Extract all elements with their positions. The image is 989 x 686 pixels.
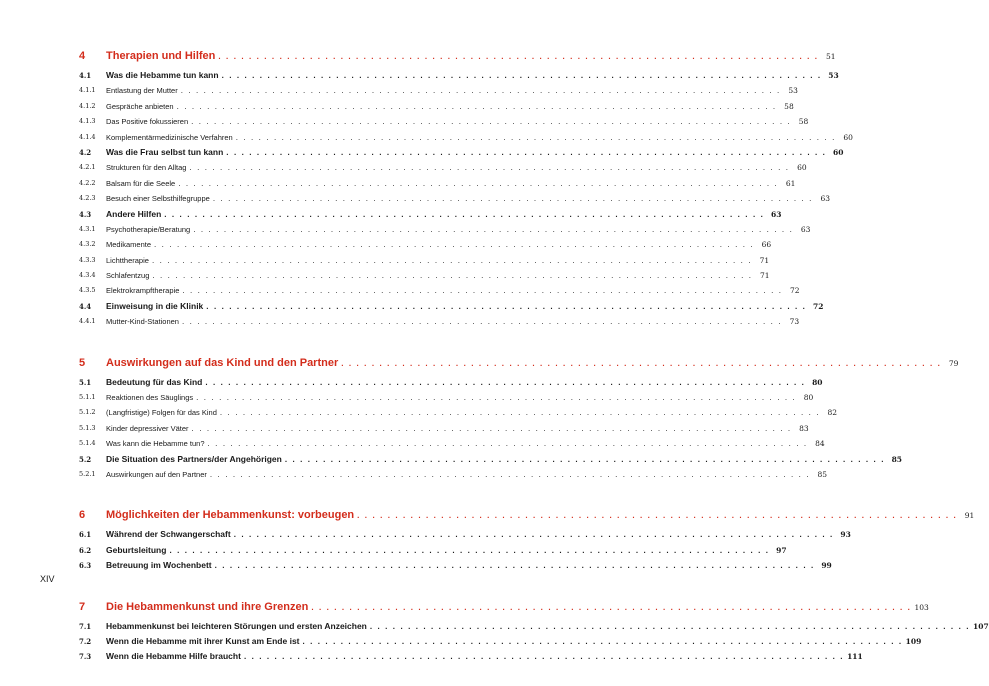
entry-page-number: 58 [784,101,794,111]
entry-page-number: 111 [847,652,863,662]
entry-page-number: 60 [833,147,844,157]
section-entry [79,527,851,542]
dot-leader: . . . . . . . . . . . . . . . . . . . . . . . . . . . . . . . . . . . . . . . . . . . . . . . . . . . . . . . . . . . . . . . . . . . . . . . . . . . . . . . [369,621,971,631]
subsection-entry [79,421,809,436]
subsection-entry [79,436,825,451]
entry-number: 5 [79,356,86,369]
entry-title: Schlafentzug [106,268,152,283]
toc-chapter [79,503,975,573]
entry-title: Wenn die Hebamme Hilfe braucht [106,649,244,664]
entry-page-number: 63 [770,209,782,219]
dot-leader: . . . . . . . . . . . . . . . . . . . . . . . . . . . . . . . . . . . . . . . . . . . . . . . . . . . . . . . . . . . . . . . . . . . . . . . . . . . . . . . [178,178,779,188]
entry-page-number: 60 [797,163,807,173]
entry-title: Therapien und Hilfen [106,44,218,68]
entry-title: Das Positive fokussieren [106,114,191,129]
dot-leader: . . . . . . . . . . . . . . . . . . . . . . . . . . . . . . . . . . . . . . . . . . . . . . . . . . . . . . . . . . . . . . . . . . . . . . . . . . . . . . . [218,52,819,61]
entry-number: 6.1 [79,530,92,540]
entry-number: 4.1.3 [79,117,96,126]
entry-number: 4.2.3 [79,194,96,203]
entry-number: 4.2 [79,147,92,157]
entry-page-number: 109 [905,636,922,646]
section-entry [79,145,844,160]
entry-title: Auswirkungen auf den Partner [106,467,210,482]
dot-leader: . . . . . . . . . . . . . . . . . . . . . . . . . . . . . . . . . . . . . . . . . . . . . . . . . . . . . . . . . . . . . . . . . . . . . . . . . . . . . . . [152,271,753,281]
entry-number: 5.1.4 [79,439,96,448]
dot-leader: . . . . . . . . . . . . . . . . . . . . . . . . . . . . . . . . . . . . . . . . . . . . . . . . . . . . . . . . . . . . . . . . . . . . . . . . . . . . . . . [209,469,811,479]
entry-number: 5.1.2 [79,408,96,417]
entry-title: Andere Hilfen [106,207,164,222]
entry-number: 4.4 [79,301,92,311]
entry-page-number: 73 [789,317,800,327]
entry-title: Betreuung im Wochenbett [106,558,215,573]
toc-chapter [79,351,959,483]
section-entry [79,452,903,467]
entry-number: 4 [79,50,86,62]
entry-page-number: 85 [817,469,828,479]
entry-number: 4.1 [79,71,92,80]
entry-number: 7.3 [79,652,92,662]
entry-title: Strukturen für den Alltag [106,160,189,175]
section-entry [79,558,832,573]
subsection-entry [79,405,838,420]
dot-leader: . . . . . . . . . . . . . . . . . . . . . . . . . . . . . . . . . . . . . . . . . . . . . . . . . . . . . . . . . . . . . . . . . . . . . . . . . . . . . . . [233,530,834,540]
entry-title: Lichttherapie [106,253,152,268]
entry-page-number: 63 [820,194,830,204]
entry-page-number: 107 [973,621,989,631]
entry-number: 7.2 [79,636,92,646]
entry-title: Bedeutung für das Kind [106,375,205,390]
dot-leader: . . . . . . . . . . . . . . . . . . . . . . . . . . . . . . . . . . . . . . . . . . . . . . . . . . . . . . . . . . . . . . . . . . . . . . . . . . . . . . . [284,454,886,464]
subsection-entry [79,83,798,98]
dot-leader: . . . . . . . . . . . . . . . . . . . . . . . . . . . . . . . . . . . . . . . . . . . . . . . . . . . . . . . . . . . . . . . . . . . . . . . . . . . . . . . [182,286,783,296]
entry-page-number: 51 [826,52,836,61]
subsection-entry [79,114,809,129]
entry-title: Was die Frau selbst tun kann [106,145,226,160]
entry-title: Möglichkeiten der Hebammenkunst: vorbeugen [106,503,357,527]
chapter-heading [79,503,975,527]
subsection-entry [79,390,814,405]
entry-title: Mutter-Kind-Stationen [106,314,182,329]
entry-page-number: 103 [914,602,929,612]
entry-page-number: 61 [785,178,796,188]
entry-page-number: 63 [800,224,811,234]
entry-page-number: 82 [827,408,838,418]
dot-leader: . . . . . . . . . . . . . . . . . . . . . . . . . . . . . . . . . . . . . . . . . . . . . . . . . . . . . . . . . . . . . . . . . . . . . . . . . . . . . . . [221,71,822,80]
entry-page-number: 99 [821,561,832,571]
entry-title: Gespräche anbieten [106,99,177,114]
entry-page-number: 83 [799,423,809,433]
dot-leader: . . . . . . . . . . . . . . . . . . . . . . . . . . . . . . . . . . . . . . . . . . . . . . . . . . . . . . . . . . . . . . . . . . . . . . . . . . . . . . . [151,255,753,265]
entry-title: Reaktionen des Säuglings [106,390,196,405]
entry-title: Besuch einer Selbsthilfegruppe [106,191,213,206]
dot-leader: . . . . . . . . . . . . . . . . . . . . . . . . . . . . . . . . . . . . . . . . . . . . . . . . . . . . . . . . . . . . . . . . . . . . . . . . . . . . . . . [243,652,845,662]
entry-page-number: 53 [788,86,798,96]
subsection-entry [79,237,772,252]
dot-leader: . . . . . . . . . . . . . . . . . . . . . . . . . . . . . . . . . . . . . . . . . . . . . . . . . . . . . . . . . . . . . . . . . . . . . . . . . . . . . . . [169,545,770,555]
dot-leader: . . . . . . . . . . . . . . . . . . . . . . . . . . . . . . . . . . . . . . . . . . . . . . . . . . . . . . . . . . . . . . . . . . . . . . . . . . . . . . . [341,358,942,368]
subsection-entry [79,467,828,482]
entry-number: 4.4.1 [79,317,96,326]
entry-number: 7 [79,600,86,613]
entry-title: Was kann die Hebamme tun? [106,436,208,451]
entry-title: Kinder depressiver Väter [106,421,192,436]
dot-leader: . . . . . . . . . . . . . . . . . . . . . . . . . . . . . . . . . . . . . . . . . . . . . . . . . . . . . . . . . . . . . . . . . . . . . . . . . . . . . . . [154,240,755,250]
entry-number: 6.2 [79,545,92,555]
dot-leader: . . . . . . . . . . . . . . . . . . . . . . . . . . . . . . . . . . . . . . . . . . . . . . . . . . . . . . . . . . . . . . . . . . . . . . . . . . . . . . . [205,377,806,387]
subsection-entry [79,191,830,206]
entry-title: (Langfristige) Folgen für das Kind [106,405,220,420]
chapter-heading [79,44,836,68]
chapter-heading [79,351,959,375]
entry-page-number: 72 [789,286,800,296]
entry-number: 6.3 [79,561,92,571]
entry-number: 5.1.1 [79,393,96,402]
entry-title: Entlastung der Mutter [106,83,181,98]
dot-leader: . . . . . . . . . . . . . . . . . . . . . . . . . . . . . . . . . . . . . . . . . . . . . . . . . . . . . . . . . . . . . . . . . . . . . . . . . . . . . . . [219,408,821,418]
entry-number: 4.3.5 [79,286,96,295]
subsection-entry [79,283,800,298]
entry-number: 5.2.1 [79,469,96,478]
section-entry [79,619,989,634]
dot-leader: . . . . . . . . . . . . . . . . . . . . . . . . . . . . . . . . . . . . . . . . . . . . . . . . . . . . . . . . . . . . . . . . . . . . . . . . . . . . . . . [191,423,792,433]
dot-leader: . . . . . . . . . . . . . . . . . . . . . . . . . . . . . . . . . . . . . . . . . . . . . . . . . . . . . . . . . . . . . . . . . . . . . . . . . . . . . . . [302,636,903,646]
entry-page-number: 58 [798,117,809,127]
dot-leader: . . . . . . . . . . . . . . . . . . . . . . . . . . . . . . . . . . . . . . . . . . . . . . . . . . . . . . . . . . . . . . . . . . . . . . . . . . . . . . . [181,317,783,327]
dot-leader: . . . . . . . . . . . . . . . . . . . . . . . . . . . . . . . . . . . . . . . . . . . . . . . . . . . . . . . . . . . . . . . . . . . . . . . . . . . . . . . [212,194,813,204]
entry-title: Die Hebammenkunst und ihre Grenzen [106,595,311,619]
subsection-entry [79,314,800,329]
entry-title: Komplementärmedizinische Verfahren [106,130,236,145]
entry-title: Die Situation des Partners/der Angehörigen [106,452,285,467]
entry-number: 4.3.3 [79,255,96,264]
dot-leader: . . . . . . . . . . . . . . . . . . . . . . . . . . . . . . . . . . . . . . . . . . . . . . . . . . . . . . . . . . . . . . . . . . . . . . . . . . . . . . . [193,224,794,234]
entry-number: 4.3 [79,209,92,219]
dot-leader: . . . . . . . . . . . . . . . . . . . . . . . . . . . . . . . . . . . . . . . . . . . . . . . . . . . . . . . . . . . . . . . . . . . . . . . . . . . . . . . [180,86,781,96]
dot-leader: . . . . . . . . . . . . . . . . . . . . . . . . . . . . . . . . . . . . . . . . . . . . . . . . . . . . . . . . . . . . . . . . . . . . . . . . . . . . . . . [207,439,808,449]
entry-title: Psychotherapie/Beratung [106,222,193,237]
section-entry [79,634,922,649]
subsection-entry [79,268,770,283]
dot-leader: . . . . . . . . . . . . . . . . . . . . . . . . . . . . . . . . . . . . . . . . . . . . . . . . . . . . . . . . . . . . . . . . . . . . . . . . . . . . . . . [191,117,792,127]
entry-title: Hebammenkunst bei leichteren Störungen und ersten Anzeichen [106,619,370,634]
entry-number: 5.2 [79,454,92,464]
entry-page-number: 71 [759,271,770,281]
entry-page-number: 80 [812,377,823,387]
entry-number: 4.3.2 [79,240,96,249]
entry-page-number: 85 [891,454,903,464]
subsection-entry [79,253,770,268]
entry-number: 4.3.1 [79,224,96,233]
entry-title: Balsam für die Seele [106,176,178,191]
entry-page-number: 71 [759,255,770,265]
dot-leader: . . . . . . . . . . . . . . . . . . . . . . . . . . . . . . . . . . . . . . . . . . . . . . . . . . . . . . . . . . . . . . . . . . . . . . . . . . . . . . . [176,101,777,111]
entry-page-number: 97 [776,545,787,555]
subsection-entry [79,130,853,145]
dot-leader: . . . . . . . . . . . . . . . . . . . . . . . . . . . . . . . . . . . . . . . . . . . . . . . . . . . . . . . . . . . . . . . . . . . . . . . . . . . . . . . [235,132,836,142]
entry-page-number: 91 [964,511,975,521]
toc-chapter [79,595,989,665]
entry-page-number: 72 [813,301,824,311]
dot-leader: . . . . . . . . . . . . . . . . . . . . . . . . . . . . . . . . . . . . . . . . . . . . . . . . . . . . . . . . . . . . . . . . . . . . . . . . . . . . . . . [164,209,765,219]
entry-number: 4.1.2 [79,101,96,110]
entry-number: 5.1.3 [79,423,96,432]
entry-title: Wenn die Hebamme mit ihrer Kunst am Ende ist [106,634,303,649]
section-entry [79,68,839,83]
entry-title: Geburtsleitung [106,543,169,558]
dot-leader: . . . . . . . . . . . . . . . . . . . . . . . . . . . . . . . . . . . . . . . . . . . . . . . . . . . . . . . . . . . . . . . . . . . . . . . . . . . . . . . [214,561,815,571]
section-entry [79,543,787,558]
entry-title: Elektrokrampftherapie [106,283,182,298]
entry-title: Einweisung in die Klinik [106,299,206,314]
entry-number: 4.2.2 [79,178,96,187]
section-entry [79,375,823,390]
entry-number: 4.2.1 [79,163,96,172]
dot-leader: . . . . . . . . . . . . . . . . . . . . . . . . . . . . . . . . . . . . . . . . . . . . . . . . . . . . . . . . . . . . . . . . . . . . . . . . . . . . . . . [226,147,827,157]
entry-title: Auswirkungen auf das Kind und den Partner [106,351,341,375]
entry-page-number: 79 [948,358,959,368]
entry-title: Während der Schwangerschaft [106,527,234,542]
entry-number: 4.1.4 [79,132,96,141]
entry-number: 4.1.1 [79,86,96,95]
entry-number: 4.3.4 [79,271,96,280]
entry-number: 6 [79,509,86,522]
entry-number: 5.1 [79,377,92,387]
entry-page-number: 53 [828,71,839,80]
dot-leader: . . . . . . . . . . . . . . . . . . . . . . . . . . . . . . . . . . . . . . . . . . . . . . . . . . . . . . . . . . . . . . . . . . . . . . . . . . . . . . . [206,301,807,311]
dot-leader: . . . . . . . . . . . . . . . . . . . . . . . . . . . . . . . . . . . . . . . . . . . . . . . . . . . . . . . . . . . . . . . . . . . . . . . . . . . . . . . [196,393,797,403]
dot-leader: . . . . . . . . . . . . . . . . . . . . . . . . . . . . . . . . . . . . . . . . . . . . . . . . . . . . . . . . . . . . . . . . . . . . . . . . . . . . . . . [357,511,958,521]
entry-page-number: 93 [840,530,851,540]
table-of-contents [79,44,989,686]
section-entry [79,207,782,222]
entry-title: Medikamente [106,237,154,252]
dot-leader: . . . . . . . . . . . . . . . . . . . . . . . . . . . . . . . . . . . . . . . . . . . . . . . . . . . . . . . . . . . . . . . . . . . . . . . . . . . . . . . [189,163,790,173]
entry-number: 7.1 [79,621,92,631]
chapter-heading [79,595,929,619]
entry-page-number: 60 [843,132,853,142]
entry-title: Was die Hebamme tun kann [106,68,222,83]
dot-leader: . . . . . . . . . . . . . . . . . . . . . . . . . . . . . . . . . . . . . . . . . . . . . . . . . . . . . . . . . . . . . . . . . . . . . . . . . . . . . . . [311,602,912,612]
section-entry [79,299,824,314]
subsection-entry [79,176,796,191]
subsection-entry [79,99,794,114]
toc-chapter [79,44,853,330]
subsection-entry [79,160,807,175]
page-number-footer: XIV [40,574,55,584]
section-entry [79,649,863,664]
subsection-entry [79,222,811,237]
entry-page-number: 84 [815,439,825,449]
entry-page-number: 80 [803,393,814,403]
entry-page-number: 66 [761,240,772,250]
